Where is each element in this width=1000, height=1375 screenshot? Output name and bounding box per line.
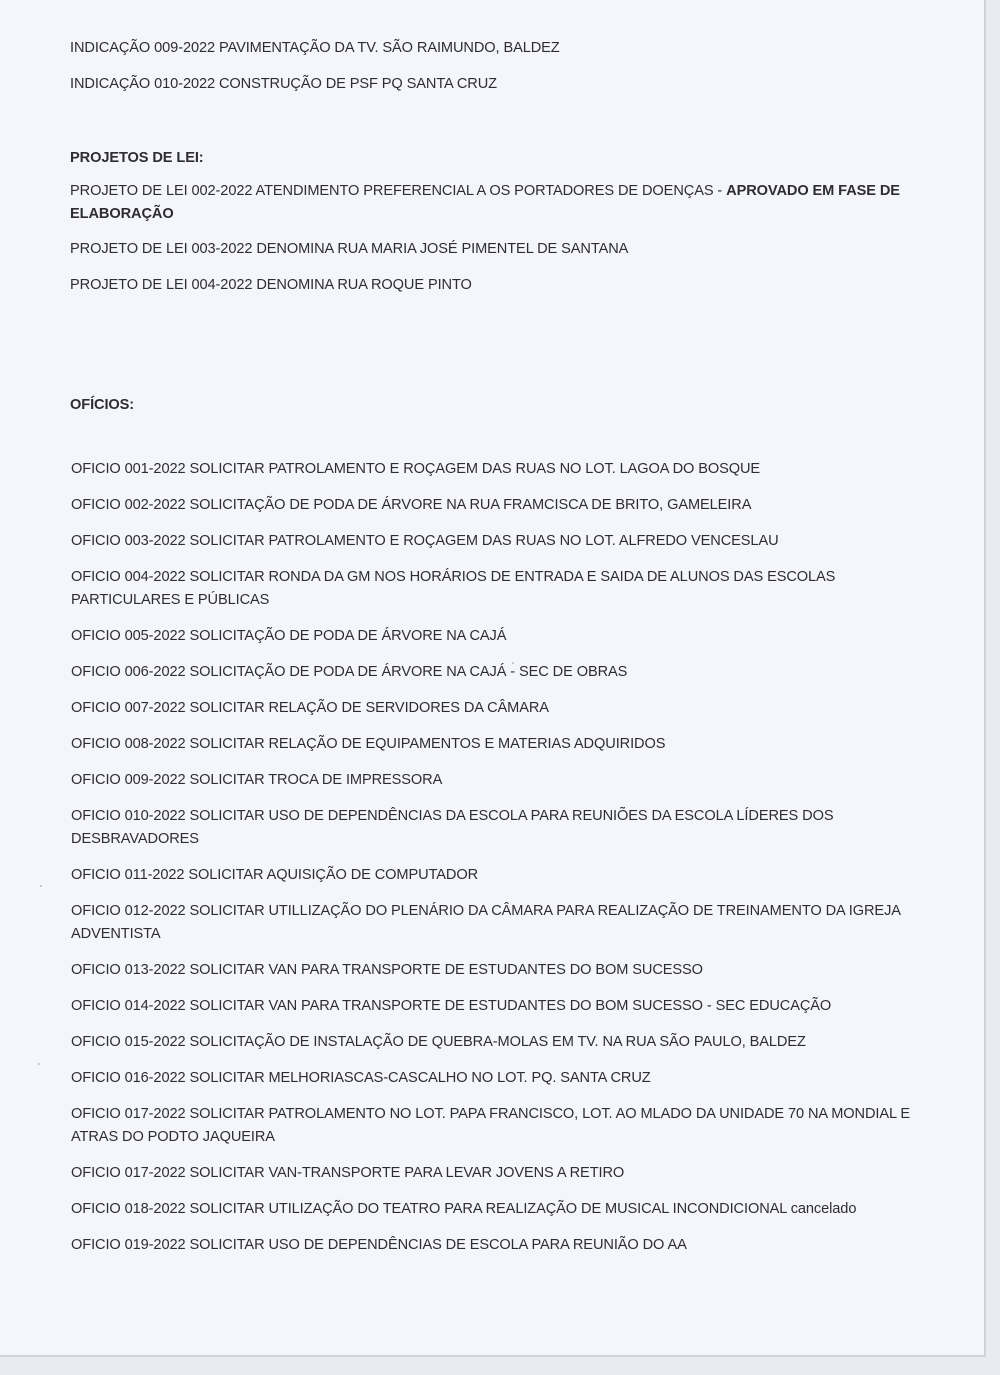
document-body bbox=[70, 37, 940, 1270]
oficio-item: OFICIO 018-2022 SOLICITAR UTILIZAÇÃO DO TEATRO PARA REALIZAÇÃO DE MUSICAL INCONDICIONAL cancelado bbox=[71, 1201, 857, 1217]
oficio-item: OFICIO 005-2022 SOLICITAÇÃO DE PODA DE ÁRVORE NA CAJÁ bbox=[71, 628, 507, 644]
scan-speck bbox=[40, 885, 42, 887]
oficio-item: OFICIO 001-2022 SOLICITAR PATROLAMENTO E ROÇAGEM DAS RUAS NO LOT. LAGOA DO BOSQUE bbox=[71, 461, 761, 477]
oficio-item: OFICIO 017-2022 SOLICITAR PATROLAMENTO NO LOT. PAPA FRANCISCO, LOT. AO MLADO DA UNIDADE 70 NA MONDIAL E ATRAS DO PODTO JAQUEIRA bbox=[71, 1106, 911, 1145]
oficio-item: OFICIO 006-2022 SOLICITAÇÃO DE PODA DE ÁRVORE NA CAJÁ - SEC DE OBRAS bbox=[71, 664, 628, 680]
projeto-item: PROJETO DE LEI 004-2022 DENOMINA RUA ROQUE PINTO bbox=[70, 277, 472, 293]
oficio-item: OFICIO 012-2022 SOLICITAR UTILLIZAÇÃO DO PLENÁRIO DA CÂMARA PARA REALIZAÇÃO DE TREINAMENTO DA IGREJA ADVENTISTA bbox=[71, 903, 901, 942]
projetos-section bbox=[70, 147, 940, 297]
oficio-item: OFICIO 008-2022 SOLICITAR RELAÇÃO DE EQUIPAMENTOS E MATERIAS ADQUIRIDOS bbox=[71, 736, 666, 752]
scan-speck bbox=[38, 1063, 40, 1065]
oficio-item: OFICIO 017-2022 SOLICITAR VAN-TRANSPORTE PARA LEVAR JOVENS A RETIRO bbox=[71, 1165, 625, 1181]
indicacao-item: INDICAÇÃO 010-2022 CONSTRUÇÃO DE PSF PQ SANTA CRUZ bbox=[70, 76, 497, 92]
oficio-item: OFICIO 002-2022 SOLICITAÇÃO DE PODA DE ÁRVORE NA RUA FRAMCISCA DE BRITO, GAMELEIRA bbox=[71, 497, 752, 513]
oficio-item: OFICIO 019-2022 SOLICITAR USO DE DEPENDÊNCIAS DE ESCOLA PARA REUNIÃO DO AA bbox=[71, 1237, 687, 1253]
oficio-item: OFICIO 010-2022 SOLICITAR USO DE DEPENDÊNCIAS DA ESCOLA PARA REUNIÕES DA ESCOLA LÍDERES DOS DESBRAVADORES bbox=[71, 808, 834, 847]
scan-speck bbox=[512, 662, 514, 664]
oficios-heading: OFÍCIOS: bbox=[70, 397, 135, 413]
indicacoes-list bbox=[70, 37, 940, 96]
projeto-status: APROVADO EM FASE DE ELABORAÇÃO bbox=[70, 183, 900, 222]
projeto-item bbox=[70, 180, 940, 226]
projetos-heading: PROJETOS DE LEI: bbox=[70, 150, 204, 166]
oficio-item: OFICIO 003-2022 SOLICITAR PATROLAMENTO E ROÇAGEM DAS RUAS NO LOT. ALFREDO VENCESLAU bbox=[71, 533, 779, 549]
oficio-item: OFICIO 014-2022 SOLICITAR VAN PARA TRANSPORTE DE ESTUDANTES DO BOM SUCESSO - SEC EDUCAÇÃO bbox=[71, 998, 832, 1014]
oficio-item: OFICIO 011-2022 SOLICITAR AQUISIÇÃO DE COMPUTADOR bbox=[71, 867, 479, 883]
oficio-item: OFICIO 013-2022 SOLICITAR VAN PARA TRANSPORTE DE ESTUDANTES DO BOM SUCESSO bbox=[71, 962, 703, 978]
oficios-section bbox=[70, 394, 940, 1257]
oficio-item: OFICIO 004-2022 SOLICITAR RONDA DA GM NOS HORÁRIOS DE ENTRADA E SAIDA DE ALUNOS DAS ESCOLAS PARTICULARES E PÚBLICAS bbox=[71, 569, 836, 608]
indicacao-item: INDICAÇÃO 009-2022 PAVIMENTAÇÃO DA TV. SÃO RAIMUNDO, BALDEZ bbox=[70, 40, 560, 56]
projeto-item-text: PROJETO DE LEI 002-2022 ATENDIMENTO PREFERENCIAL A OS PORTADORES DE DOENÇAS - bbox=[70, 183, 727, 199]
oficio-item: OFICIO 015-2022 SOLICITAÇÃO DE INSTALAÇÃO DE QUEBRA-MOLAS EM TV. NA RUA SÃO PAULO, BALDEZ bbox=[71, 1034, 806, 1050]
oficio-item: OFICIO 009-2022 SOLICITAR TROCA DE IMPRESSORA bbox=[71, 772, 443, 788]
projeto-item: PROJETO DE LEI 003-2022 DENOMINA RUA MARIA JOSÉ PIMENTEL DE SANTANA bbox=[70, 241, 629, 257]
oficio-item: OFICIO 007-2022 SOLICITAR RELAÇÃO DE SERVIDORES DA CÂMARA bbox=[71, 700, 549, 716]
oficio-item: OFICIO 016-2022 SOLICITAR MELHORIASCAS-CASCALHO NO LOT. PQ. SANTA CRUZ bbox=[71, 1070, 651, 1086]
